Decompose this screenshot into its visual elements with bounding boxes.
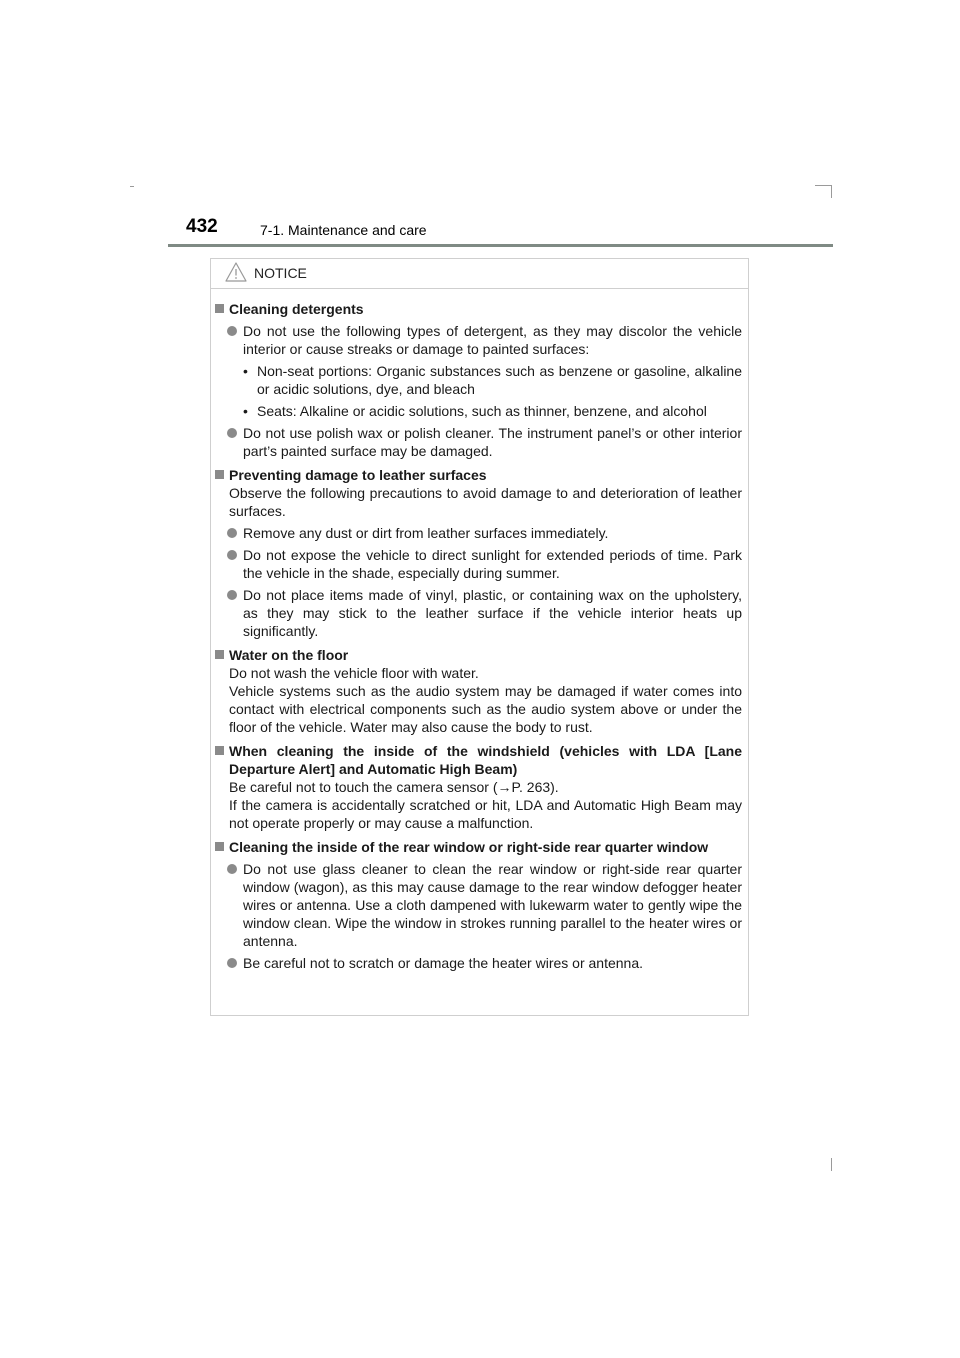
section-paragraph: Do not wash the vehicle floor with water.: [229, 665, 479, 681]
notice-label: NOTICE: [254, 265, 307, 281]
crop-mark: [130, 186, 134, 187]
small-bullet-icon: •: [243, 363, 248, 379]
warning-triangle-icon: [225, 262, 247, 282]
bullet-item: [215, 954, 742, 972]
sub-bullet-item: [215, 362, 742, 398]
circle-bullet-icon: [227, 428, 237, 438]
bullet-text: Do not use glass cleaner to clean the rear window or right-side rear quarter window (wagon), as this may cause damage to the rear window defogger heater wires or antenna. Use a cloth dampened with lukewarm water to gently wipe the window clean. Wipe the window in strokes running parallel to the heater wires or antenna.: [243, 861, 742, 949]
notice-header: [211, 259, 748, 289]
section-heading: [215, 300, 742, 318]
bullet-text: Do not use polish wax or polish cleaner. The instrument panel’s or other interior part’s painted surface may be damaged.: [243, 425, 742, 459]
section-title: 7-1. Maintenance and care: [260, 222, 427, 238]
square-bullet-icon: [215, 842, 224, 851]
circle-bullet-icon: [227, 326, 237, 336]
section-heading-text: When cleaning the inside of the windshield (vehicles with LDA [Lane Departure Alert] and Automatic High Beam): [229, 743, 742, 777]
bullet-item: [215, 586, 742, 640]
page-number: 432: [186, 216, 218, 237]
bullet-item: [215, 860, 742, 950]
section-paragraph: Observe the following precautions to avoid damage to and deterioration of leather surfaces.: [229, 485, 742, 519]
notice-section: [215, 300, 742, 460]
square-bullet-icon: [215, 304, 224, 313]
section-heading-text: Cleaning detergents: [229, 301, 364, 317]
small-bullet-icon: •: [243, 403, 248, 419]
notice-section: [215, 742, 742, 832]
bullet-text: Do not expose the vehicle to direct sunlight for extended periods of time. Park the vehicle in the shade, especially during summer.: [243, 547, 742, 581]
header-rule: [168, 244, 833, 247]
square-bullet-icon: [215, 650, 224, 659]
circle-bullet-icon: [227, 550, 237, 560]
section-heading-text: Water on the floor: [229, 647, 349, 663]
section-heading: [215, 646, 742, 664]
bullet-item: [215, 546, 742, 582]
sub-bullet-text: Seats: Alkaline or acidic solutions, such as thinner, benzene, and alcohol: [257, 403, 707, 419]
bullet-text: Remove any dust or dirt from leather surfaces immediately.: [243, 525, 609, 541]
sub-bullet-text: Non-seat portions: Organic substances such as benzene or gasoline, alkaline or acidic solutions, dye, and bleach: [257, 363, 742, 397]
notice-section: [215, 466, 742, 640]
section-paragraph: If the camera is accidentally scratched or hit, LDA and Automatic High Beam may not operate properly or may cause a malfunction.: [229, 797, 742, 831]
circle-bullet-icon: [227, 864, 237, 874]
section-paragraph: Vehicle systems such as the audio system may be damaged if water comes into contact with electrical components such as the audio system above or under the floor of the vehicle. Water may also cause the body to rust.: [229, 683, 742, 735]
notice-section: [215, 646, 742, 736]
crop-mark: [831, 1158, 832, 1171]
section-heading-text: Cleaning the inside of the rear window or right-side rear quarter window: [229, 839, 709, 855]
crop-mark: [831, 185, 832, 198]
bullet-text: Be careful not to scratch or damage the heater wires or antenna.: [243, 955, 644, 971]
notice-body: [211, 289, 748, 972]
section-heading: [215, 742, 742, 778]
section-heading: [215, 838, 742, 856]
square-bullet-icon: [215, 470, 224, 479]
bullet-text: Do not place items made of vinyl, plastic, or containing wax on the upholstery, as they may stick to the leather surface if the vehicle interior heats up significantly.: [243, 587, 742, 639]
bullet-item: [215, 524, 742, 542]
notice-box: [210, 258, 749, 1016]
section-paragraph: Be careful not to touch the camera sensor (→P. 263).: [229, 779, 559, 795]
circle-bullet-icon: [227, 528, 237, 538]
section-heading-text: Preventing damage to leather surfaces: [229, 467, 487, 483]
bullet-item: [215, 424, 742, 460]
circle-bullet-icon: [227, 590, 237, 600]
section-heading: [215, 466, 742, 484]
notice-section: [215, 838, 742, 972]
bullet-text: Do not use the following types of detergent, as they may discolor the vehicle interior or cause streaks or damage to painted surfaces:: [243, 323, 742, 357]
crop-mark: [815, 185, 832, 186]
sub-bullet-item: [215, 402, 742, 420]
bullet-item: [215, 322, 742, 358]
square-bullet-icon: [215, 746, 224, 755]
circle-bullet-icon: [227, 958, 237, 968]
